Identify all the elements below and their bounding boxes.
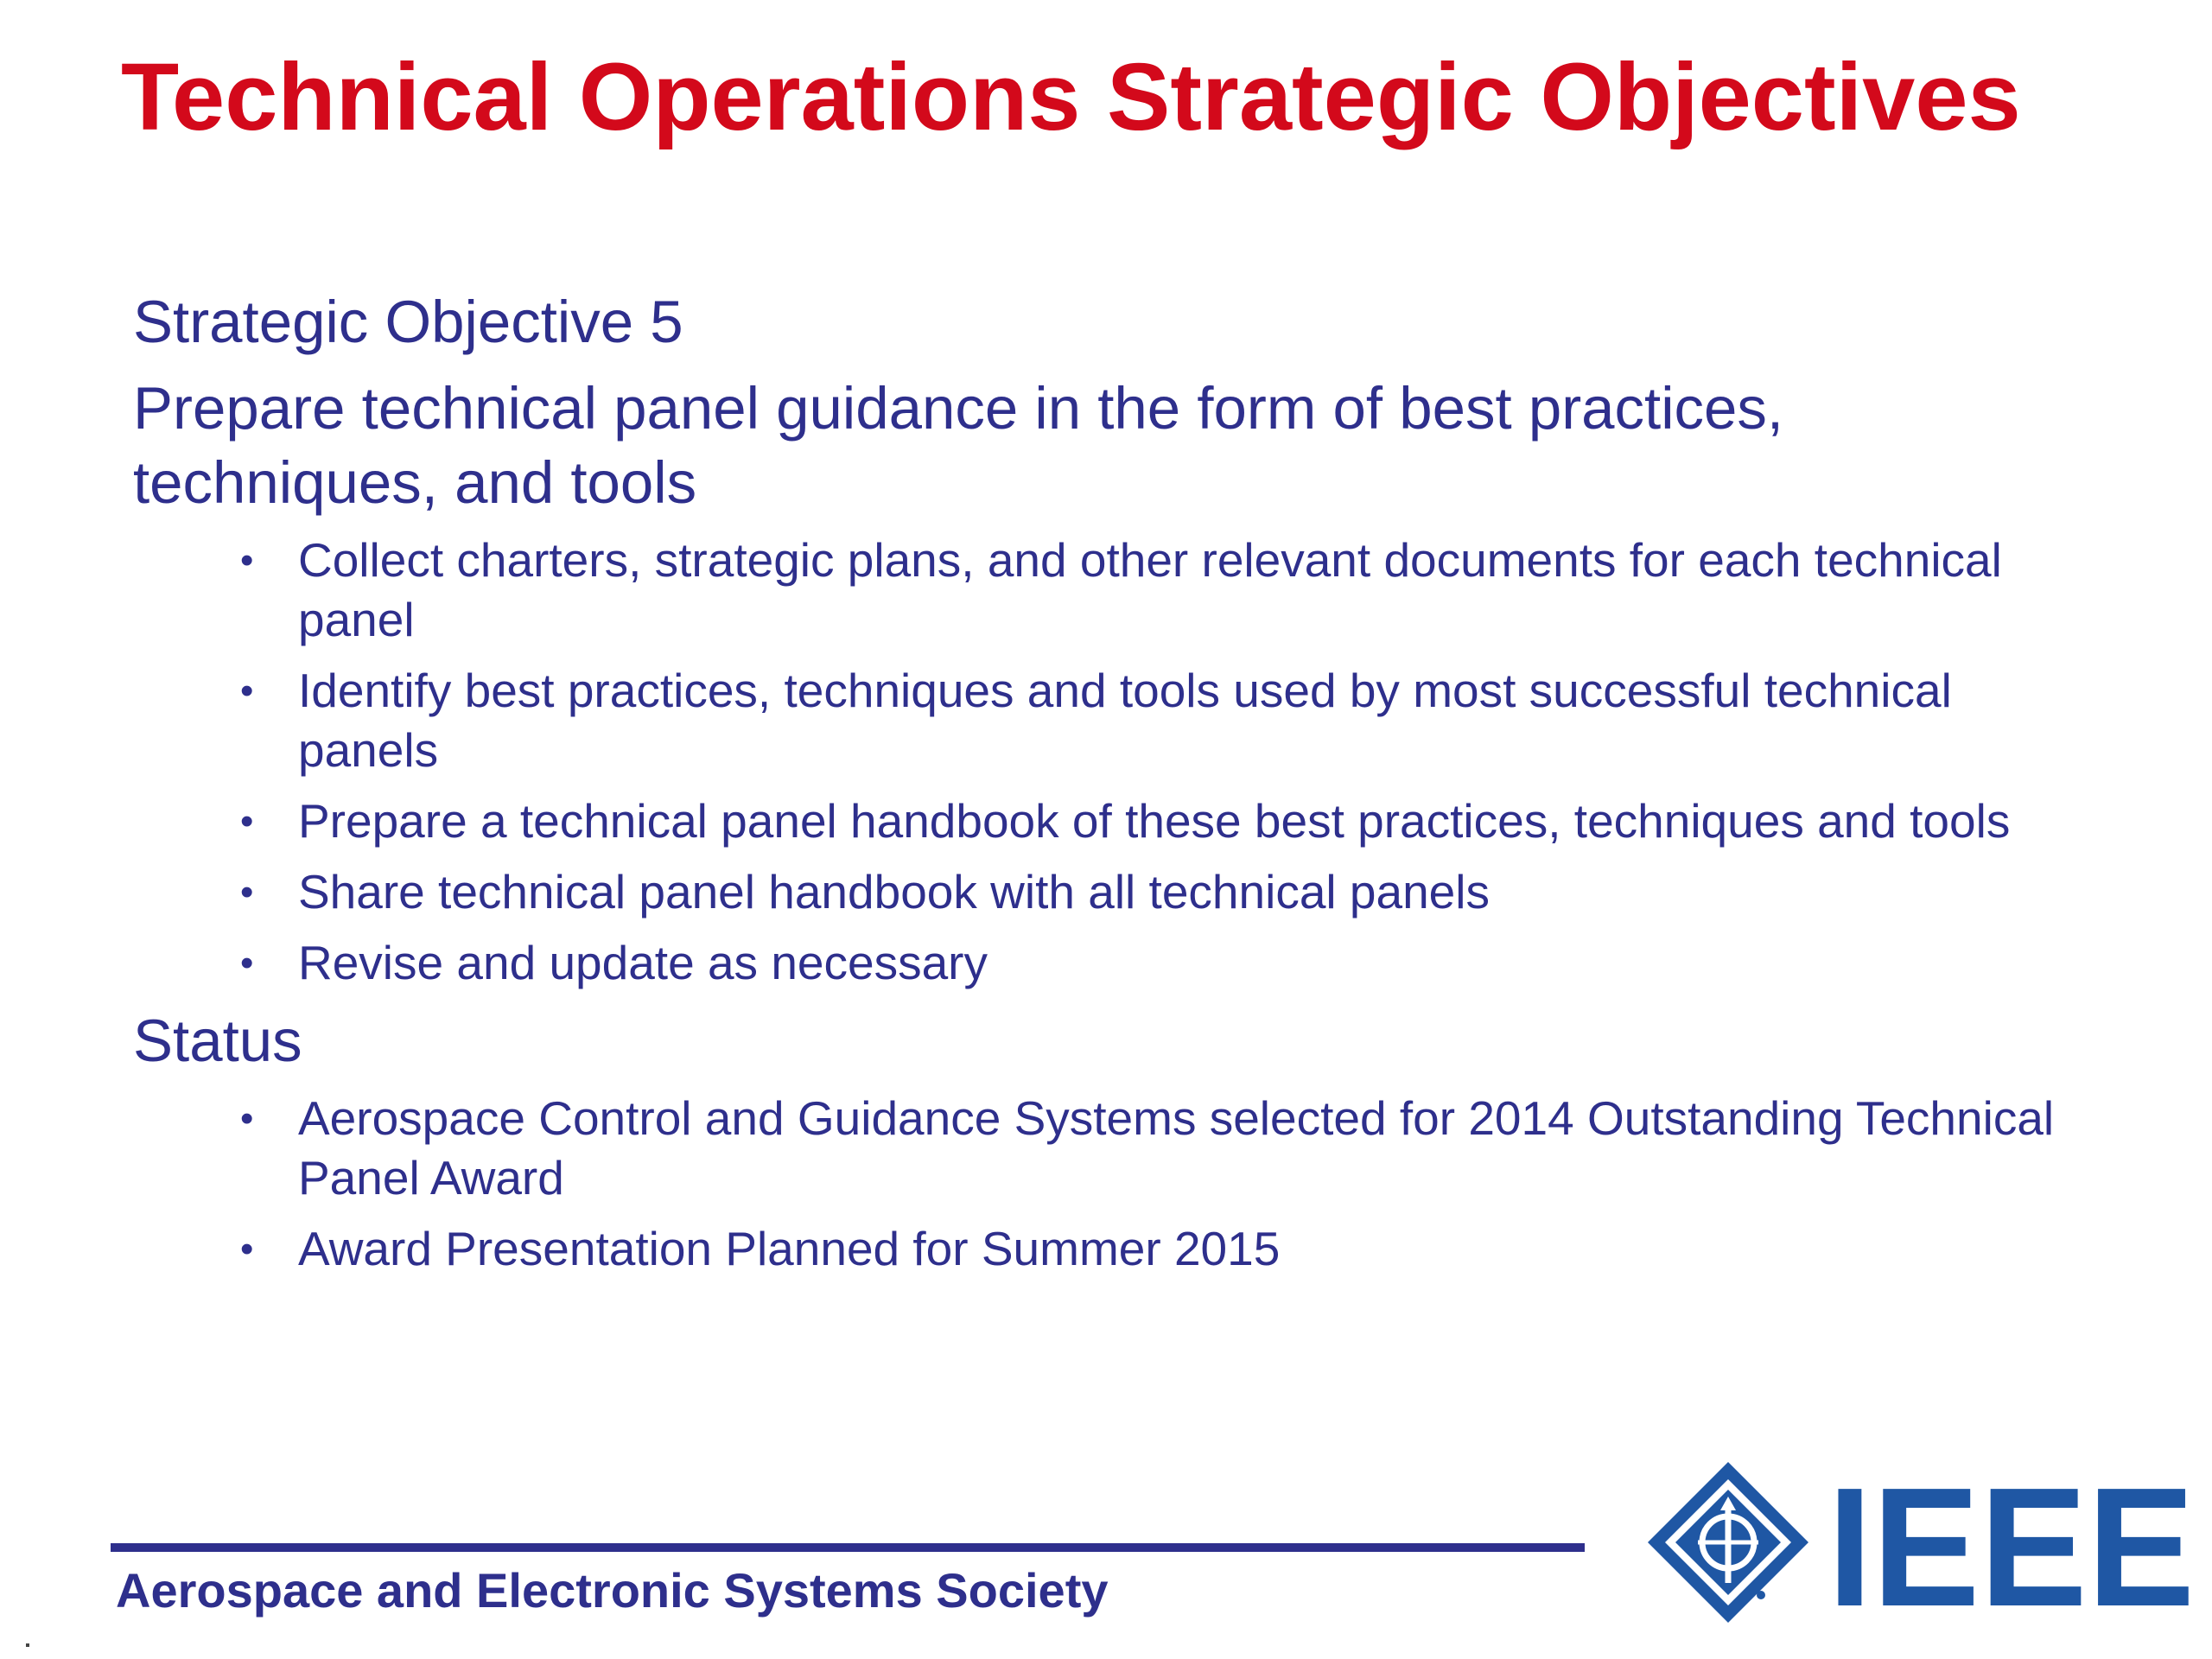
bullet-icon: • (240, 670, 254, 712)
status-bullet-list (133, 1089, 2077, 1279)
bullet-icon: • (240, 871, 254, 913)
ieee-wordmark: IEEE (1827, 1460, 2195, 1624)
list-item (240, 791, 2077, 851)
list-item (240, 862, 2077, 922)
list-item (240, 1219, 2077, 1279)
bullet-icon: • (240, 1097, 254, 1140)
list-item-text: Revise and update as necessary (298, 936, 988, 989)
list-item-text: Award Presentation Planned for Summer 2015 (298, 1222, 1281, 1275)
list-item-text: Share technical panel handbook with all technical panels (298, 865, 1490, 918)
footer-divider (111, 1543, 1585, 1552)
bullet-icon: • (240, 942, 254, 984)
list-item (240, 1089, 2077, 1208)
objective-label: Strategic Objective 5 (133, 289, 683, 355)
ieee-logo (1646, 1460, 2199, 1624)
status-label: Status (133, 1007, 302, 1074)
list-item-text: Prepare a technical panel handbook of these best practices, techniques and tools (298, 794, 2011, 848)
bullet-icon: • (240, 800, 254, 842)
ieee-diamond-logo-icon (1648, 1462, 1808, 1623)
objective-bullet-list (133, 531, 2077, 993)
list-item (240, 661, 2077, 780)
list-item-text: Collect charters, strategic plans, and other relevant documents for each technical panel (298, 533, 2002, 646)
objective-text: Prepare technical panel guidance in the form of best practices, techniques, and tools (133, 375, 1784, 516)
slide-title: Technical Operations Strategic Objectives (121, 44, 2021, 150)
bullet-icon: • (240, 1228, 254, 1270)
list-item (240, 531, 2077, 650)
bullet-icon: • (240, 539, 254, 582)
list-item-text: Identify best practices, techniques and tools used by most successful technical panels (298, 664, 1952, 777)
list-item-text: Aerospace Control and Guidance Systems selected for 2014 Outstanding Technical Panel Award (298, 1091, 2055, 1205)
slide-content (133, 285, 2077, 1290)
society-name: Aerospace and Electronic Systems Society (116, 1563, 1109, 1618)
corner-mark (26, 1643, 29, 1647)
list-item (240, 933, 2077, 993)
